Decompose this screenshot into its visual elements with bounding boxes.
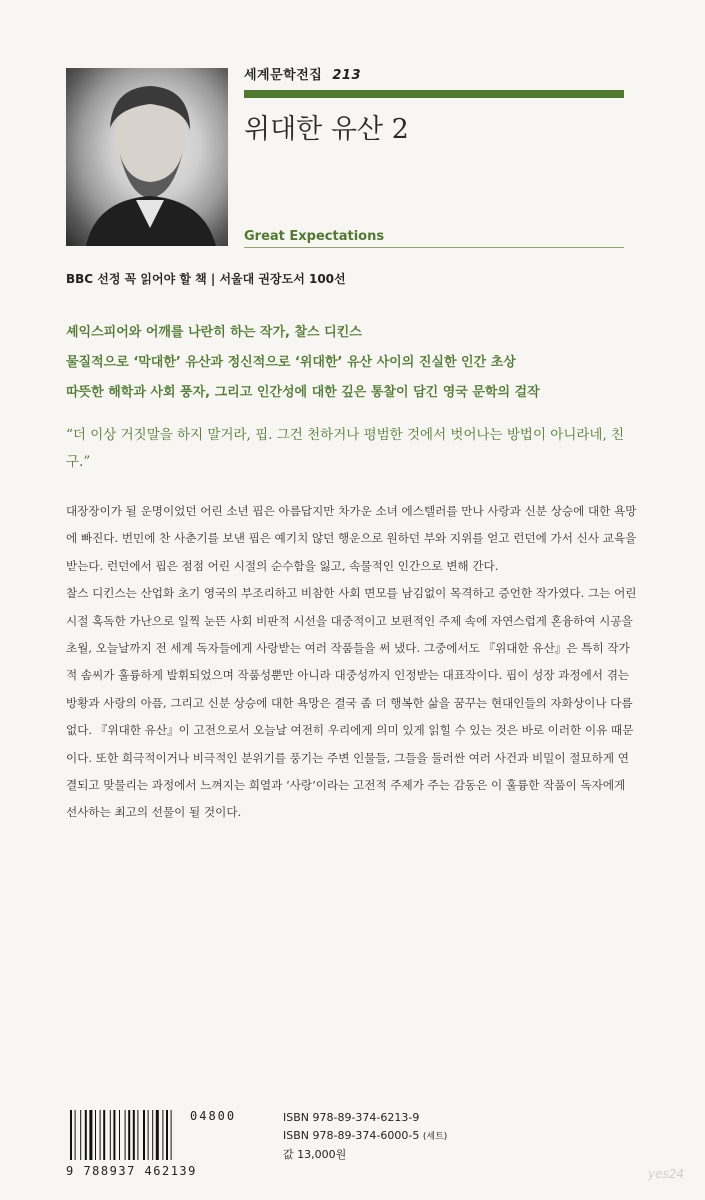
barcode-addon: 04800 (190, 1109, 237, 1123)
highlight-line: 물질적으로 ‘막대한’ 유산과 정신적으로 ‘위대한’ 유산 사이의 진실한 인간 초상 (66, 355, 516, 370)
book-subtitle: Great Expectations (244, 229, 385, 244)
author-portrait (66, 68, 228, 246)
isbn-line: ISBN 978-89-374-6213-9 (283, 1111, 420, 1124)
series-number: 213 (332, 68, 361, 83)
price: 값 13,000원 (283, 1148, 347, 1161)
description-paragraph: 찰스 디킨스는 산업화 초기 영국의 부조리하고 비참한 사회 면모를 남김없이 목격하고 증언한 작가였다. 그는 어린 시절 혹독한 가난으로 일찍 눈뜬 사회 비판적 시선을 대중적이고 보편적인 주제 속에 자연스럽게 혼융하여 시공을 초월, 오늘날까지 전 세계 독자들에게 사랑받는 여러 작품들을 써 냈다. 그중에서도 『위대한 유산』은 특히 작가적 솜씨가 훌륭하게 발휘되었으며 작품성뿐만 아니라 대중성까지 인정받는 대표작이다. 핍이 성장 과정에서 겪는 방황과 사랑의 아픔, 그리고 신분 상승에 대한 욕망은 결국 좀 더 행복한 삶을 꿈꾸는 현대인들의 자화상이나 다름없다. 『위대한 유산』이 고전으로서 오늘날 여전히 우리에게 의미 있게 읽힐 수 있는 것은 바로 이러한 이유 때문이다. 또한 희극적이거나 비극적인 분위기를 풍기는 주변 인물들, 그들을 둘러싼 여러 사건과 비밀이 절묘하게 연결되고 맞물리는 과정에서 느껴지는 희열과 ‘사랑’이라는 고전적 주제가 주는 감동은 이 훌륭한 작품이 독자에게 선사하는 최고의 선물이 될 것이다. (66, 586, 637, 820)
isbn-line: ISBN 978-89-374-6000-5 (283, 1129, 420, 1142)
highlight-line: 따뜻한 해학과 사회 풍자, 그리고 인간성에 대한 깊은 통찰이 담긴 영국 문학의 걸작 (66, 385, 540, 400)
series-name: 세계문학전집 (244, 68, 323, 83)
highlight-line: 셰익스피어와 어깨를 나란히 하는 작가, 찰스 디킨스 (66, 325, 362, 340)
series-label (244, 64, 361, 83)
barcode-digits: 9 788937 462139 (66, 1164, 197, 1178)
quote: “더 이상 거짓말을 하지 말거라, 핍. 그건 천하거나 평범한 것에서 벗어나는 방법이 아니라네, 친구.” (66, 427, 625, 470)
highlights (66, 322, 646, 412)
isbn-set-label: (세트) (422, 1132, 448, 1142)
description (66, 498, 638, 827)
title-divider (244, 90, 624, 98)
subtitle-rule (244, 247, 624, 248)
book-title: 위대한 유산 2 (244, 114, 409, 145)
watermark: yes24 (648, 1167, 685, 1181)
isbn-block (283, 1109, 447, 1164)
description-paragraph: 대장장이가 될 운명이었던 어린 소년 핍은 아름답지만 차가운 소녀 에스텔러를 만나 사랑과 신분 상승에 대한 욕망에 빠진다. 번민에 찬 사춘기를 보낸 핍은 예기치 않던 행운으로 원하던 부와 지위를 얻고 런던에 가서 신사 교육을 받는다. 런던에서 핍은 점점 어린 시절의 순수함을 잃고, 속물적인 인간으로 변해 간다. (66, 504, 637, 573)
tagline: BBC 선정 꼭 읽어야 할 책 | 서울대 권장도서 100선 (66, 272, 346, 286)
